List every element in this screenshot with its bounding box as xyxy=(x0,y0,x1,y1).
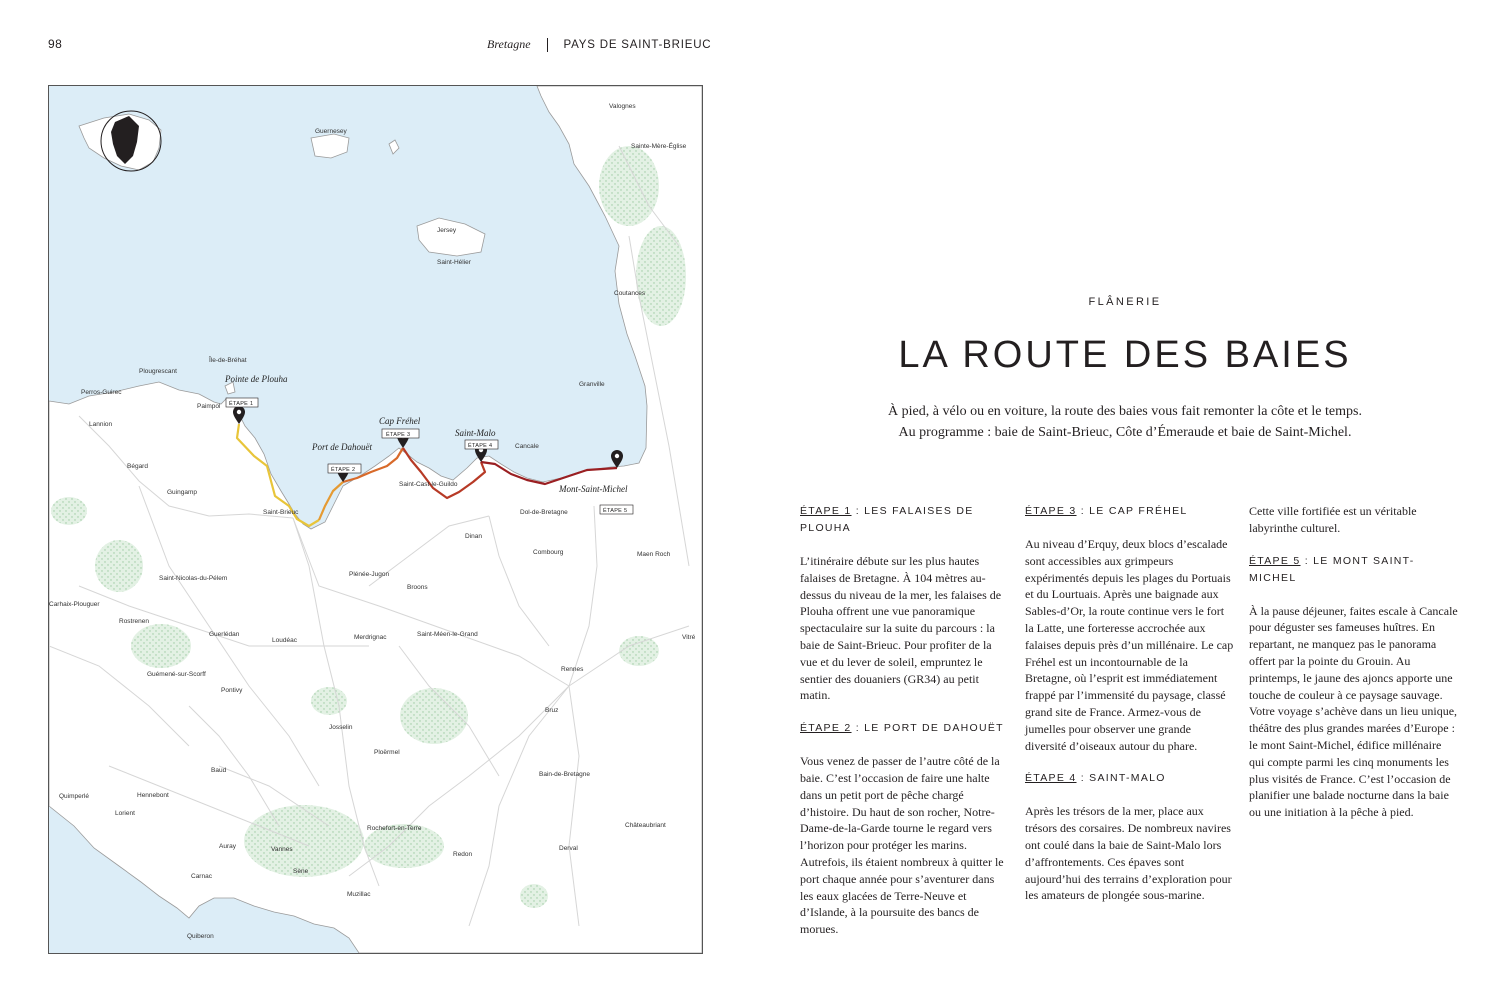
town-label: Île-de-Bréhat xyxy=(209,357,247,364)
town-label: Sène xyxy=(293,868,309,875)
town-label: Lannion xyxy=(89,421,113,428)
town-label: Sainte-Mère-Église xyxy=(631,143,687,150)
town-label: Lorient xyxy=(115,810,135,817)
town-label: Broons xyxy=(407,584,428,591)
label-plouha: Pointe de Plouha xyxy=(225,374,288,384)
step-body: L’itinéraire débute sur les plus hautes falaises de Bretagne. À 104 mètres au-dessus du niveau de la mer, les falaises de Plouha offrent une vue panoramique spectaculaire sur la suite du parcours : la baie de Saint-Brieuc. Pour profiter de la vue et du lever de soleil, empruntez le sentier des douaniers (GR34) au petit matin. xyxy=(800,554,1002,703)
town-label: Cancale xyxy=(515,443,539,450)
town-label: Derval xyxy=(559,845,578,852)
town-label: Dinan xyxy=(465,533,482,540)
header-region: Bretagne xyxy=(487,37,531,51)
town-label: Guingamp xyxy=(167,489,197,496)
header-divider xyxy=(547,38,548,52)
article-kicker: FLÂNERIE xyxy=(1088,296,1162,308)
town-label: Redon xyxy=(453,851,473,858)
town-label: Merdrignac xyxy=(354,634,387,641)
town-label: Bruz xyxy=(545,707,559,714)
town-label: Granville xyxy=(579,381,605,388)
step-heading: ÉTAPE 2 : LE PORT DE DAHOUËT xyxy=(800,722,1004,735)
town-label: Baud xyxy=(211,767,227,774)
step-body: Vous venez de passer de l’autre côté de la baie. C’est l’occasion de faire une halte dans un petit port de pêche chargé d’histoire. Du haut de son rocher, Notre-Dame-de-la-Garde tourne le regard vers l’horizon pour protéger les marins. Autrefois, ils étaient nombreux à quitter le port chaque année pour s’aventurer dans les eaux glacées de Terre-Neuve et d’Islande, à la poursuite des bancs de morues. xyxy=(800,754,1004,937)
town-label: Saint-Méen-le-Grand xyxy=(417,631,478,638)
etape-box-1: ÉTAPE 1 xyxy=(229,401,254,407)
town-label: Loudéac xyxy=(272,637,297,644)
town-label: Bégard xyxy=(127,463,148,470)
town-label: Pontivy xyxy=(221,687,243,694)
etape-box-3: ÉTAPE 3 xyxy=(386,432,411,438)
town-label: Muzillac xyxy=(347,891,371,898)
town-label: Plougrescant xyxy=(139,368,177,375)
text-column-3 xyxy=(1249,503,1459,837)
step-body-continued: Cette ville fortifiée est un véritable labyrinthe culturel. xyxy=(1249,504,1417,535)
town-label: Vannes xyxy=(271,846,293,853)
town-label: Maen Roch xyxy=(637,551,671,558)
town-label: Rostrenen xyxy=(119,618,149,625)
town-label: Coutances xyxy=(614,290,646,297)
town-label: Châteaubriant xyxy=(625,822,666,829)
town-label: Saint-Cast-le-Guildo xyxy=(399,481,458,488)
town-label: Quimperlé xyxy=(59,793,89,800)
town-label: Vitré xyxy=(682,634,696,641)
town-label: Saint-Hélier xyxy=(437,259,471,266)
step-body: À la pause déjeuner, faites escale à Cancale pour déguster ses fameuses huîtres. En repartant, ne manquez pas le panorama offert par la pointe du Grouin. Au printemps, le jaune des ajoncs apporte une touche de couleur à ce paysage sauvage. Votre voyage s’achève dans un lieu unique, théâtre des plus grandes marées d’Europe : le mont Saint-Michel, édifice millénaire qui compte parmi les cinq monuments les plus visités de France. C’est l’occasion de planifier une balade nocturne dans la baie ou une initiation à la pêche à pied. xyxy=(1249,603,1458,820)
text-column-1 xyxy=(800,503,1010,954)
step-heading: ÉTAPE 1 : LES FALAISES DE PLOUHA xyxy=(800,505,974,534)
town-label: Hennebont xyxy=(137,792,169,799)
etape-box-2: ÉTAPE 2 xyxy=(331,467,356,473)
town-label: Rochefort-en-Terre xyxy=(367,825,422,832)
town-label: Combourg xyxy=(533,549,564,556)
header-section: PAYS DE SAINT-BRIEUC xyxy=(563,38,712,51)
label-malo: Saint-Malo xyxy=(455,428,496,438)
town-label: Quiberon xyxy=(187,933,214,940)
etape-box-4: ÉTAPE 4 xyxy=(468,443,493,449)
etape-box-5: ÉTAPE 5 xyxy=(603,508,628,514)
town-label: Perros-Guirec xyxy=(81,389,122,396)
town-label: Ploërmel xyxy=(374,749,400,756)
town-label: Valognes xyxy=(609,103,636,110)
town-label: Carnac xyxy=(191,873,212,880)
town-label: Paimpol xyxy=(197,403,221,410)
town-label: Auray xyxy=(219,843,236,850)
town-label: Jersey xyxy=(437,227,457,234)
article-intro: À pied, à vélo ou en voiture, la route des baies vous fait remonter la côte et le temps. Au programme : baie de Saint-Brieuc, Côte d’Émeraude et baie de Saint-Michel. xyxy=(888,404,1362,440)
label-dahouet: Port de Dahouët xyxy=(312,442,372,452)
town-label: Guernesey xyxy=(315,128,347,135)
article-title: LA ROUTE DES BAIES xyxy=(898,334,1352,376)
page-number: 98 xyxy=(48,37,63,51)
town-label: Plénée-Jugon xyxy=(349,571,390,578)
town-label: Rennes xyxy=(561,666,584,673)
town-label: Dol-de-Bretagne xyxy=(520,509,568,516)
step-heading: ÉTAPE 4 : SAINT-MALO xyxy=(1025,772,1166,785)
town-label: Guémené-sur-Scorff xyxy=(147,671,206,678)
step-body: Au niveau d’Erquy, deux blocs d’escalade sont accessibles aux grimpeurs expérimentés depuis les plages du Portuais et du Lourtuais. Après une baignade aux Sables-d’Or, la route continue vers le fort la Latte, une forteresse accrochée aux falaises depuis près d’un millénaire. Le cap Fréhel est un incontournable de la Bretagne, où l’esprit est immédiatement frappé par l’immensité du paysage, classé grand site de France. Armez-vous de jumelles pour observer une grande diversité d’oiseaux autour du phare. xyxy=(1025,537,1234,753)
step-body: Après les trésors de la mer, place aux trésors des corsaires. De nombreux navires ont coulé dans la baie de Saint-Malo lors d’affrontements. Ces épaves sont aujourd’hui des terrains d’exploration pour les amateurs de plongée sous-marine. xyxy=(1025,804,1232,903)
town-label: Guerlédan xyxy=(209,631,240,638)
town-label: Carhaix-Plouguer xyxy=(49,601,100,608)
running-header xyxy=(487,37,711,52)
step-heading: ÉTAPE 3 : LE CAP FRÉHEL xyxy=(1025,505,1188,517)
town-label: Bain-de-Bretagne xyxy=(539,771,590,778)
step-heading: ÉTAPE 5 : LE MONT SAINT-MICHEL xyxy=(1249,554,1415,584)
town-label: Saint-Brieuc xyxy=(263,509,299,516)
town-label: Josselin xyxy=(329,724,353,731)
text-column-2 xyxy=(1025,503,1235,920)
route-map xyxy=(48,85,703,954)
label-mont: Mont-Saint-Michel xyxy=(559,484,628,494)
town-label: Saint-Nicolas-du-Pélem xyxy=(159,575,228,582)
label-frehel: Cap Fréhel xyxy=(379,416,421,426)
